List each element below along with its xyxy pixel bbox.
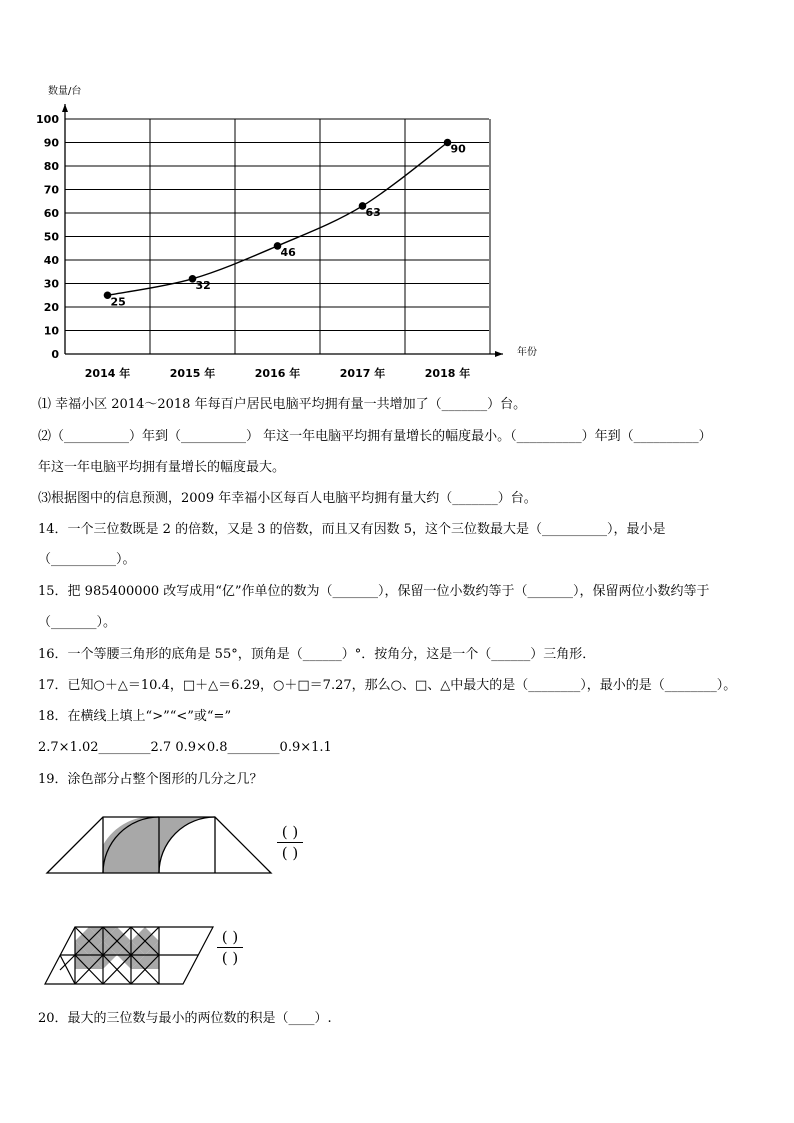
- question-20: 20．最大的三位数与最小的两位数的积是（____）.: [38, 1011, 332, 1026]
- question-18: 18．在横线上填上“>”“<”或“=”: [38, 709, 232, 724]
- y-tick-label: 40: [43, 254, 59, 267]
- question-2-line-2: 年这一年电脑平均拥有量增长的幅度最大。: [38, 460, 286, 475]
- chart-axes: [62, 104, 503, 357]
- y-tick-label: 90: [43, 136, 59, 150]
- data-points: [104, 139, 466, 309]
- data-label: 90: [450, 142, 466, 156]
- question-19: 19．涂色部分占整个图形的几分之几？: [38, 772, 263, 787]
- series-line: [108, 143, 448, 296]
- y-tick-label: 100: [36, 113, 59, 126]
- parallelogram-figure: [40, 922, 220, 990]
- trapezoid-figure: [40, 810, 280, 880]
- data-label: 25: [110, 295, 126, 309]
- x-axis-label: 年份: [517, 347, 537, 358]
- question-1: ⑴ 幸福小区 2014～2018 年每百户居民电脑平均拥有量一共增加了（_______）台。: [38, 397, 527, 412]
- x-tick-label: 2015 年: [169, 367, 216, 380]
- data-label: 63: [365, 205, 381, 219]
- x-tick-label: 2014 年: [84, 367, 131, 380]
- question-2-line-1: ⑵（__________）年到（__________） 年这一年电脑平均拥有量增长的幅度最小。（__________）年到（__________）: [38, 429, 712, 444]
- question-14-line-2: （__________）。: [38, 552, 136, 567]
- question-3: ⑶根据图中的信息预测，2009 年幸福小区每百人电脑平均拥有量大约（_______）台。: [38, 491, 537, 506]
- x-tick-label: 2017 年: [339, 367, 386, 380]
- x-tick-label: 2016 年: [254, 367, 301, 380]
- data-label: 32: [195, 278, 211, 292]
- question-15-line-1: 15．把 985400000 改写成用“亿”作单位的数为（_______），保留一位小数约等于（_______），保留两位小数约等于: [38, 584, 710, 599]
- data-label: 46: [280, 245, 296, 259]
- question-17: 17．已知○＋△＝10.4，□＋△＝6.29，○＋□＝7.27，那么○、□、△中最大的是（________），最小的是（________）。: [38, 678, 737, 693]
- question-16: 16．一个等腰三角形的底角是 55°，顶角是（______）°．按角分，这是一个（______）三角形．: [38, 647, 596, 662]
- x-axis-arrow: [495, 351, 503, 357]
- fraction-blank-1: ( ) ( ): [275, 823, 305, 862]
- fraction-blank-2: ( ) ( ): [215, 928, 245, 967]
- y-tick-label: 10: [43, 324, 59, 338]
- chart-grid: [65, 119, 490, 354]
- y-tick-label: 50: [43, 230, 59, 244]
- shaded-region-2: [159, 817, 215, 873]
- y-axis-arrow: [62, 104, 68, 112]
- y-tick-label: 0: [51, 348, 59, 361]
- y-tick-label: 70: [43, 183, 59, 197]
- y-tick-label: 30: [43, 277, 59, 291]
- question-18-comparisons: 2.7×1.02________2.7 0.9×0.8________0.9×1.1: [38, 740, 332, 755]
- question-15-line-2: （_______）。: [38, 615, 117, 630]
- y-tick-label: 20: [43, 301, 59, 314]
- y-tick-label: 80: [43, 160, 59, 173]
- y-axis-label: 数量/台: [48, 86, 82, 97]
- question-14-line-1: 14．一个三位数既是 2 的倍数，又是 3 的倍数，而且又有因数 5，这个三位数最大是（__________），最小是: [38, 522, 666, 537]
- x-tick-label: 2018 年: [424, 367, 471, 380]
- line-chart: [0, 0, 794, 400]
- y-tick-label: 60: [43, 207, 59, 220]
